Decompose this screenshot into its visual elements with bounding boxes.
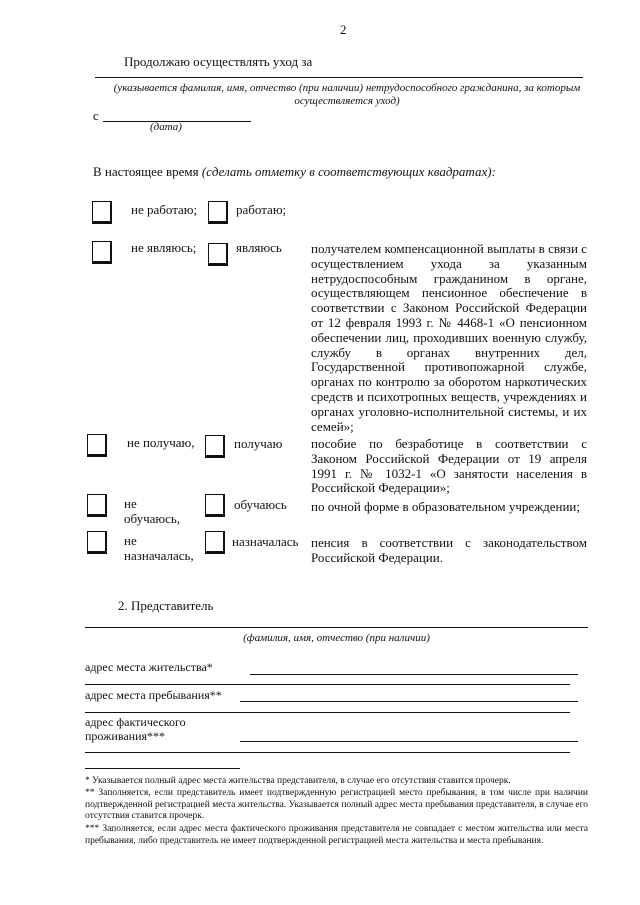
current-status-instruction: (сделать отметку в соответствующих квадратах): bbox=[201, 164, 496, 179]
current-status-line bbox=[93, 164, 496, 179]
residence-address-line-2[interactable] bbox=[85, 684, 570, 685]
stay-address-label: адрес места пребывания** bbox=[85, 688, 222, 702]
checkbox-working[interactable] bbox=[208, 201, 228, 224]
pension-text: пенсия в соответствии с законодательством Российской Федерации. bbox=[311, 535, 587, 565]
representative-name-hint: (фамилия, имя, отчество (при наличии) bbox=[243, 632, 430, 644]
checkbox-studying[interactable] bbox=[205, 494, 225, 517]
working-label: работаю; bbox=[236, 202, 287, 217]
stay-address-line[interactable] bbox=[240, 701, 578, 702]
checkbox-not-recipient[interactable] bbox=[92, 241, 112, 264]
care-recipient-name-hint: (указывается фамилия, имя, отчество (при наличии) нетрудоспособного гражданина, за которым осуществляется уход) bbox=[113, 82, 581, 107]
pension-not-assigned-label: не назначалась, bbox=[124, 533, 194, 563]
footnote-1: * Указывается полный адрес места жительства представителя, в случае его отсутствия ставится прочерк. bbox=[85, 776, 511, 786]
checkbox-not-receiving[interactable] bbox=[87, 434, 107, 457]
compensation-payment-text: получателем компенсационной выплаты в связи с осуществлением ухода за указанным нетрудоспособным гражданином в органе, осуществляющем пенсионное обеспечение в соответствии с Законом Российской Федерации от 12 февраля 1993 г. № 4468-1 «О пенсионном обеспечении лиц, проходивших военную службу, службу в органах внутренних дел, Государственной противопожарной службе, органах по контролю за оборотом наркотических средств и психотропных веществ, учреждениях и органах уголовно-исполнительной системы, и их семей»; bbox=[311, 241, 587, 434]
date-hint: (дата) bbox=[150, 121, 182, 133]
recipient-label: являюсь bbox=[236, 240, 282, 255]
not-studying-label: не обучаюсь, bbox=[124, 496, 181, 526]
representative-heading: 2. Представитель bbox=[118, 598, 214, 613]
studying-label: обучаюсь bbox=[234, 497, 287, 512]
studying-text: по очной форме в образовательном учреждении; bbox=[311, 499, 580, 514]
checkbox-not-studying[interactable] bbox=[87, 494, 107, 517]
actual-address-label: адрес фактического проживания*** bbox=[85, 715, 186, 743]
residence-address-label: адрес места жительства* bbox=[85, 660, 213, 674]
not-recipient-label: не являюсь; bbox=[131, 240, 197, 255]
representative-name-line[interactable] bbox=[85, 627, 588, 628]
checkbox-receiving[interactable] bbox=[205, 435, 225, 458]
current-status-lead: В настоящее время bbox=[93, 164, 199, 179]
not-receiving-label: не получаю, bbox=[127, 435, 195, 450]
footnote-separator bbox=[85, 768, 240, 769]
not-working-label: не работаю; bbox=[131, 202, 198, 217]
checkbox-pension-not-assigned[interactable] bbox=[87, 531, 107, 554]
pension-assigned-label: назначалась bbox=[232, 534, 299, 549]
actual-address-line[interactable] bbox=[240, 741, 578, 742]
footnote-3: *** Заполняется, если адрес места фактического проживания представителя не совпадает с местом жительства или места пребывания, либо представитель не имеет подтвержденной регистрацией места жительства и места пребывания. bbox=[85, 824, 588, 846]
residence-address-line[interactable] bbox=[250, 674, 578, 675]
stay-address-line-2[interactable] bbox=[85, 712, 570, 713]
page-number: 2 bbox=[340, 22, 347, 37]
receiving-label: получаю bbox=[234, 436, 283, 451]
care-recipient-name-line[interactable] bbox=[95, 77, 583, 78]
since-label: с bbox=[93, 108, 99, 123]
checkbox-pension-assigned[interactable] bbox=[205, 531, 225, 554]
footnote-2: ** Заполняется, если представитель имеет подтвержденную регистрацией место пребывания, в том числе при наличии подтвержденной регистрацией места жительства. Указывается полный адрес места пребывания представителя, в случае его отсутствия ставится прочерк. bbox=[85, 788, 588, 821]
actual-address-line-2[interactable] bbox=[85, 752, 570, 753]
checkbox-recipient[interactable] bbox=[208, 243, 228, 266]
continue-care-label: Продолжаю осуществлять уход за bbox=[124, 54, 313, 69]
checkbox-not-working[interactable] bbox=[92, 201, 112, 224]
unemployment-benefit-text: пособие по безработице в соответствии с Законом Российской Федерации от 19 апреля 1991 г. № 1032-1 «О занятости населения в Российской Федерации»; bbox=[311, 436, 587, 496]
